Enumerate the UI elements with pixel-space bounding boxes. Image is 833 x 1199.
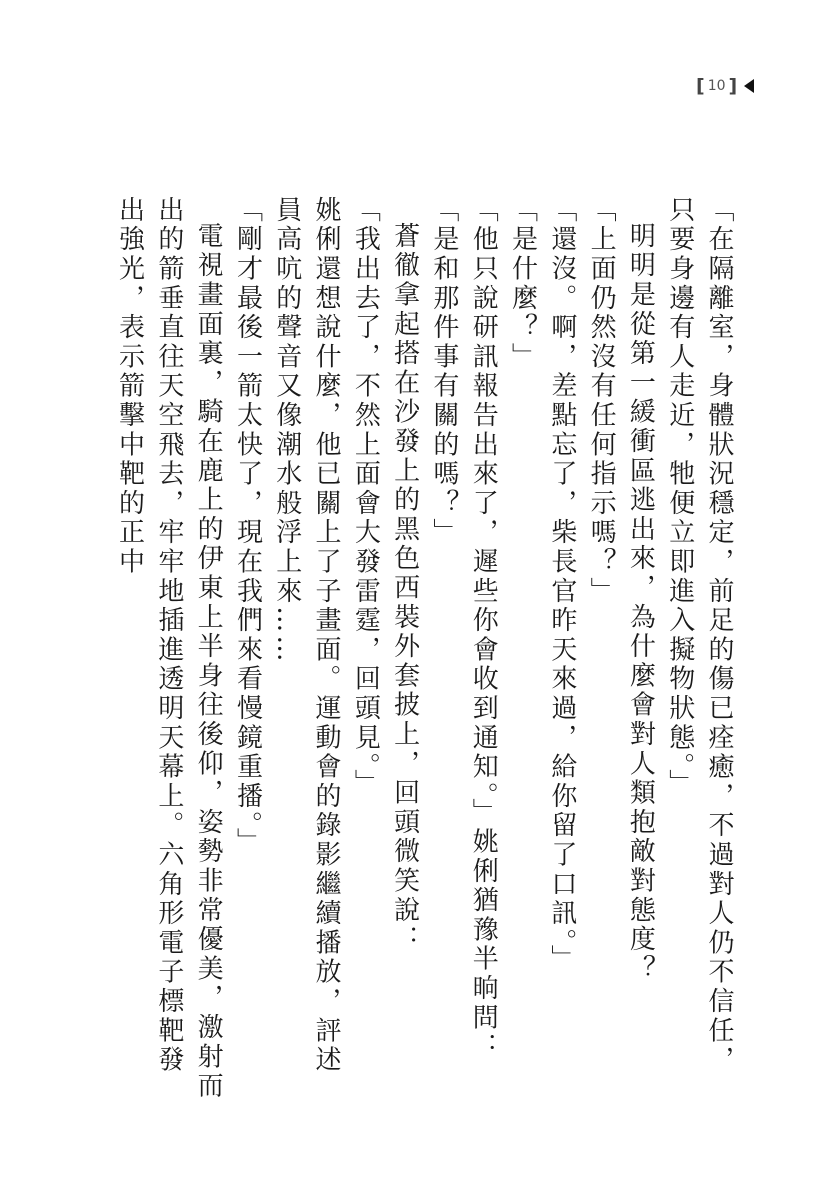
left-triangle-icon (744, 79, 754, 93)
page-number-right-bracket: ] (728, 75, 738, 97)
paragraph: 「上面仍然沒有任何指示嗎？」 (586, 196, 617, 607)
paragraph: 「剛才最後一箭太快了，現在我們來看慢鏡重播。」 (232, 196, 263, 857)
paragraph: 蒼徹拿起搭在沙發上的黑色西裝外套披上，回頭微笑說： (389, 222, 420, 955)
page-number-left-bracket: [ (696, 75, 705, 97)
page-number-marker (696, 76, 754, 96)
paragraph: 姚俐還想說什麼，他已關上了子畫面。運動會的錄影繼續播放，評述員高吭的聲音又像潮水般浮上來…… (271, 196, 342, 1075)
paragraph: 「他只說研訊報告出來了，遲些你會收到通知。」姚俐猶豫半晌問：「是和那件事有關的嗎？」 (428, 196, 499, 1062)
paragraph: 「我出去了，不然上面會大發雷霆，回頭見。」 (350, 196, 381, 799)
paragraph: 「是什麼？」 (507, 196, 538, 372)
paragraph: 明明是從第一緩衝區逃出來，為什麼會對人類抱敵對態度？ (625, 222, 656, 984)
body-text (114, 196, 738, 1101)
page-number: 10 (707, 78, 726, 94)
paragraph: 「在隔離室，身體狀況穩定，前足的傷已痊癒，不過對人仍不信任，只要身邊有人走近，牠便立即進入擬物狀態。」 (664, 196, 734, 1075)
paragraph: 電視畫面裏，騎在鹿上的伊東上半身往後仰，姿勢非常優美，激射而出的箭垂直往天空飛去，牢牢地插進透明天幕上。六角形電子標靶發出強光，表示箭擊中靶的正中 (114, 196, 224, 1101)
paragraph: 「還沒。啊，差點忘了，柴長官昨天來過，給你留了口訊。」 (546, 196, 577, 975)
